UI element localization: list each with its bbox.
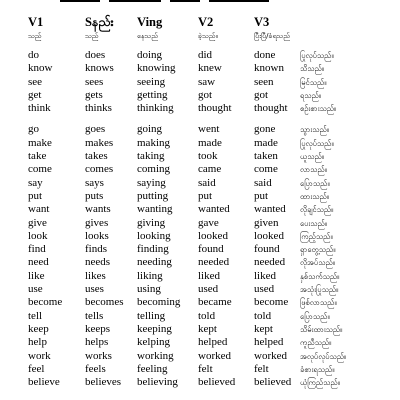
verb-base-form: do xyxy=(28,49,39,61)
table-row xyxy=(28,62,380,75)
header-ving: Ving xyxy=(137,15,163,29)
verb-past-participle: gone xyxy=(254,123,276,136)
verb-meaning: ခံစားရသည်။ xyxy=(300,364,335,374)
verb-past-form: took xyxy=(198,150,218,163)
verb-past-form: felt xyxy=(198,362,213,375)
verb-base-form: know xyxy=(28,62,53,75)
verb-past-form: put xyxy=(198,189,213,202)
verb-s-form: goes xyxy=(85,123,106,136)
verb-ing-form: going xyxy=(137,123,163,136)
verb-past-form: knew xyxy=(198,62,222,75)
verb-ing-form: getting xyxy=(137,88,168,101)
subheader-v2: ခဲ့သည်။ xyxy=(198,32,218,40)
verb-s-form: takes xyxy=(85,150,108,163)
verb-s-form: finds xyxy=(85,243,107,256)
verb-meaning: ပြောသည်။ xyxy=(300,311,330,321)
column-subheader-row xyxy=(28,30,380,42)
table-row xyxy=(28,323,380,336)
verb-past-form: looked xyxy=(198,229,228,242)
verb-meaning: ကြည့်သည်။ xyxy=(300,231,333,241)
verb-ing-form: telling xyxy=(137,309,166,322)
verb-base-form: need xyxy=(28,256,49,269)
table-row xyxy=(28,336,380,349)
group-spacer xyxy=(28,115,380,123)
verb-base-form: think xyxy=(28,102,51,115)
verb-past-participle: needed xyxy=(254,256,286,269)
table-row xyxy=(28,310,380,323)
verb-past-form: got xyxy=(198,88,213,101)
table-row xyxy=(28,243,380,256)
verb-rows xyxy=(28,49,380,389)
verb-base-form: look xyxy=(28,229,48,242)
verb-meaning: နှစ်သက်သည်။ xyxy=(300,271,340,281)
table-row xyxy=(28,163,380,176)
header-v3: V3 xyxy=(254,15,270,29)
verb-ing-form: becoming xyxy=(137,296,181,309)
verb-s-form: tells xyxy=(85,309,104,322)
table-row xyxy=(28,102,380,115)
verb-past-participle: got xyxy=(254,88,269,101)
verb-past-form: gave xyxy=(198,216,219,229)
verb-meaning: ယူသည်။ xyxy=(300,152,325,162)
table-row xyxy=(28,49,380,62)
verb-meaning: စဉ်းစားသည်။ xyxy=(300,104,337,114)
subheader-v1: သည် xyxy=(28,32,42,40)
verb-past-participle: taken xyxy=(254,150,278,163)
table-row xyxy=(28,296,380,309)
verb-meaning: ရသည်။ xyxy=(300,90,322,100)
verb-s-form: gives xyxy=(85,216,109,229)
verb-base-form: get xyxy=(28,88,42,101)
verb-s-form: uses xyxy=(85,283,104,296)
verb-ing-form: finding xyxy=(137,243,169,256)
verb-past-form: thought xyxy=(198,102,232,115)
header-v1: V1 xyxy=(28,15,44,29)
verb-base-form: make xyxy=(28,136,52,149)
verb-ing-form: kelping xyxy=(137,336,170,349)
verb-s-form: makes xyxy=(85,136,114,149)
table-row xyxy=(28,203,380,216)
table-row xyxy=(28,123,380,136)
verb-base-form: see xyxy=(28,75,43,88)
verb-base-form: keep xyxy=(28,322,49,335)
subheader-s-form: သည် xyxy=(85,32,99,40)
verb-past-participle: wanted xyxy=(254,203,286,216)
verb-s-form: likes xyxy=(85,269,106,282)
verb-forms-table xyxy=(28,14,380,389)
verb-base-form: come xyxy=(28,163,52,176)
verb-s-form: wants xyxy=(85,203,111,216)
verb-ing-form: working xyxy=(137,349,174,362)
verb-ing-form: looking xyxy=(137,229,171,242)
verb-base-form: help xyxy=(28,336,47,349)
verb-s-form: keeps xyxy=(85,322,111,335)
verb-past-form: came xyxy=(198,163,222,176)
verb-past-participle: believed xyxy=(254,376,292,389)
verb-past-participle: used xyxy=(254,283,275,296)
verb-past-participle: done xyxy=(254,49,276,61)
verb-meaning: ရှာတွေ့သည်။ xyxy=(300,245,336,255)
verb-s-form: needs xyxy=(85,256,111,269)
verb-base-form: go xyxy=(28,123,39,136)
verb-base-form: give xyxy=(28,216,47,229)
verb-past-participle: kept xyxy=(254,322,273,335)
verb-ing-form: saying xyxy=(137,176,166,189)
verb-past-participle: come xyxy=(254,163,278,176)
verb-ing-form: feeling xyxy=(137,362,168,375)
table-row xyxy=(28,363,380,376)
verb-base-form: become xyxy=(28,296,63,309)
table-row xyxy=(28,89,380,102)
verb-meaning: ပြုလုပ်သည်။ xyxy=(300,138,334,148)
verb-base-form: find xyxy=(28,243,46,256)
verb-base-form: use xyxy=(28,283,43,296)
verb-ing-form: giving xyxy=(137,216,166,229)
table-row xyxy=(28,270,380,283)
verb-s-form: looks xyxy=(85,229,109,242)
table-row xyxy=(28,177,380,190)
verb-s-form: thinks xyxy=(85,102,112,115)
verb-ing-form: doing xyxy=(137,49,163,61)
verb-ing-form: using xyxy=(137,283,161,296)
verb-past-participle: seen xyxy=(254,75,274,88)
verb-ing-form: taking xyxy=(137,150,165,163)
verb-past-form: went xyxy=(198,123,220,136)
verb-meaning: ယုံကြည်သည်။ xyxy=(300,378,340,388)
verb-ing-form: making xyxy=(137,136,170,149)
verb-meaning: သိသည်။ xyxy=(300,64,325,74)
verb-ing-form: wanting xyxy=(137,203,173,216)
verb-past-participle: told xyxy=(254,309,272,322)
verb-meaning: လာသည်။ xyxy=(300,165,327,175)
verb-past-form: believed xyxy=(198,376,236,389)
verb-past-form: saw xyxy=(198,75,216,88)
header-v2: V2 xyxy=(198,15,214,29)
verb-meaning: မြင်သည်။ xyxy=(300,77,327,87)
verb-meaning: ပြောသည်။ xyxy=(300,178,330,188)
verb-base-form: tell xyxy=(28,309,43,322)
verb-past-participle: found xyxy=(254,243,280,256)
verb-base-form: like xyxy=(28,269,45,282)
verb-s-form: sees xyxy=(85,75,104,88)
verb-base-form: believe xyxy=(28,376,60,389)
verb-past-form: helped xyxy=(198,336,228,349)
verb-s-form: gets xyxy=(85,88,103,101)
verb-ing-form: needing xyxy=(137,256,172,269)
verb-s-form: works xyxy=(85,349,112,362)
verb-meaning: ကူညီသည်။ xyxy=(300,338,332,348)
verb-meaning: ဖြစ်လာသည်။ xyxy=(300,298,337,308)
verb-past-participle: looked xyxy=(254,229,284,242)
table-row xyxy=(28,350,380,363)
table-row xyxy=(28,137,380,150)
table-row xyxy=(28,150,380,163)
verb-base-form: put xyxy=(28,189,43,202)
verb-ing-form: thinking xyxy=(137,102,174,115)
verb-past-participle: helped xyxy=(254,336,284,349)
verb-past-form: needed xyxy=(198,256,230,269)
header-s-form: S‌နည်း xyxy=(85,15,114,29)
verb-past-form: became xyxy=(198,296,232,309)
verb-past-participle: liked xyxy=(254,269,276,282)
verb-base-form: say xyxy=(28,176,43,189)
verb-s-form: helps xyxy=(85,336,109,349)
verb-meaning: အလုပ်လုပ်သည်။ xyxy=(300,351,347,361)
table-row xyxy=(28,256,380,269)
verb-base-form: want xyxy=(28,203,50,216)
verb-past-form: wanted xyxy=(198,203,230,216)
verb-meaning: လိုချင်သည်။ xyxy=(300,205,334,215)
subheader-v3: ပြီးပြီ/ခံရသည် xyxy=(254,32,290,40)
verb-past-participle: given xyxy=(254,216,279,229)
verb-s-form: feels xyxy=(85,362,106,375)
verb-ing-form: keeping xyxy=(137,322,172,335)
verb-ing-form: coming xyxy=(137,163,170,176)
verb-meaning: ပေးသည်။ xyxy=(300,218,328,228)
verb-ing-form: believing xyxy=(137,376,178,389)
verb-meaning: လိုအပ်သည်။ xyxy=(300,258,335,268)
verb-s-form: comes xyxy=(85,163,114,176)
verb-meaning: ထားသည်။ xyxy=(300,191,330,201)
verb-past-form: worked xyxy=(198,349,231,362)
verb-past-form: told xyxy=(198,309,216,322)
table-row xyxy=(28,376,380,389)
verb-meaning: သိမ်းထားသည်။ xyxy=(300,324,343,334)
verb-past-participle: known xyxy=(254,62,284,75)
column-header-row xyxy=(28,14,380,30)
subheader-ving: နေသည် xyxy=(137,32,158,40)
verb-ing-form: knowing xyxy=(137,62,176,75)
verb-ing-form: liking xyxy=(137,269,163,282)
verb-s-form: says xyxy=(85,176,104,189)
verb-past-participle: become xyxy=(254,296,289,309)
verb-s-form: knows xyxy=(85,62,114,75)
verb-past-form: liked xyxy=(198,269,220,282)
table-row xyxy=(28,76,380,89)
verb-past-form: did xyxy=(198,49,213,61)
verb-past-participle: said xyxy=(254,176,272,189)
table-row xyxy=(28,217,380,230)
verb-s-form: becomes xyxy=(85,296,124,309)
verb-base-form: work xyxy=(28,349,51,362)
table-row xyxy=(28,230,380,243)
verb-meaning: သွားသည်။ xyxy=(300,125,330,135)
verb-past-participle: felt xyxy=(254,362,269,375)
verb-past-form: said xyxy=(198,176,216,189)
verb-s-form: puts xyxy=(85,189,104,202)
verb-ing-form: seeing xyxy=(137,75,166,88)
verb-ing-form: putting xyxy=(137,189,169,202)
verb-s-form: does xyxy=(85,49,106,61)
verb-s-form: believes xyxy=(85,376,122,389)
table-row xyxy=(28,283,380,296)
clipped-heading-fragment xyxy=(60,0,290,4)
verb-past-form: used xyxy=(198,283,219,296)
verb-base-form: feel xyxy=(28,362,45,375)
verb-past-form: made xyxy=(198,136,222,149)
verb-past-form: found xyxy=(198,243,224,256)
verb-past-participle: put xyxy=(254,189,269,202)
verb-past-participle: thought xyxy=(254,102,288,115)
verb-past-participle: made xyxy=(254,136,278,149)
verb-base-form: take xyxy=(28,150,47,163)
verb-meaning: ပြုလုပ်သည်။ xyxy=(300,51,334,60)
verb-past-participle: worked xyxy=(254,349,287,362)
table-row xyxy=(28,190,380,203)
verb-meaning: အသုံးပြုသည်။ xyxy=(300,285,339,295)
verb-past-form: kept xyxy=(198,322,217,335)
